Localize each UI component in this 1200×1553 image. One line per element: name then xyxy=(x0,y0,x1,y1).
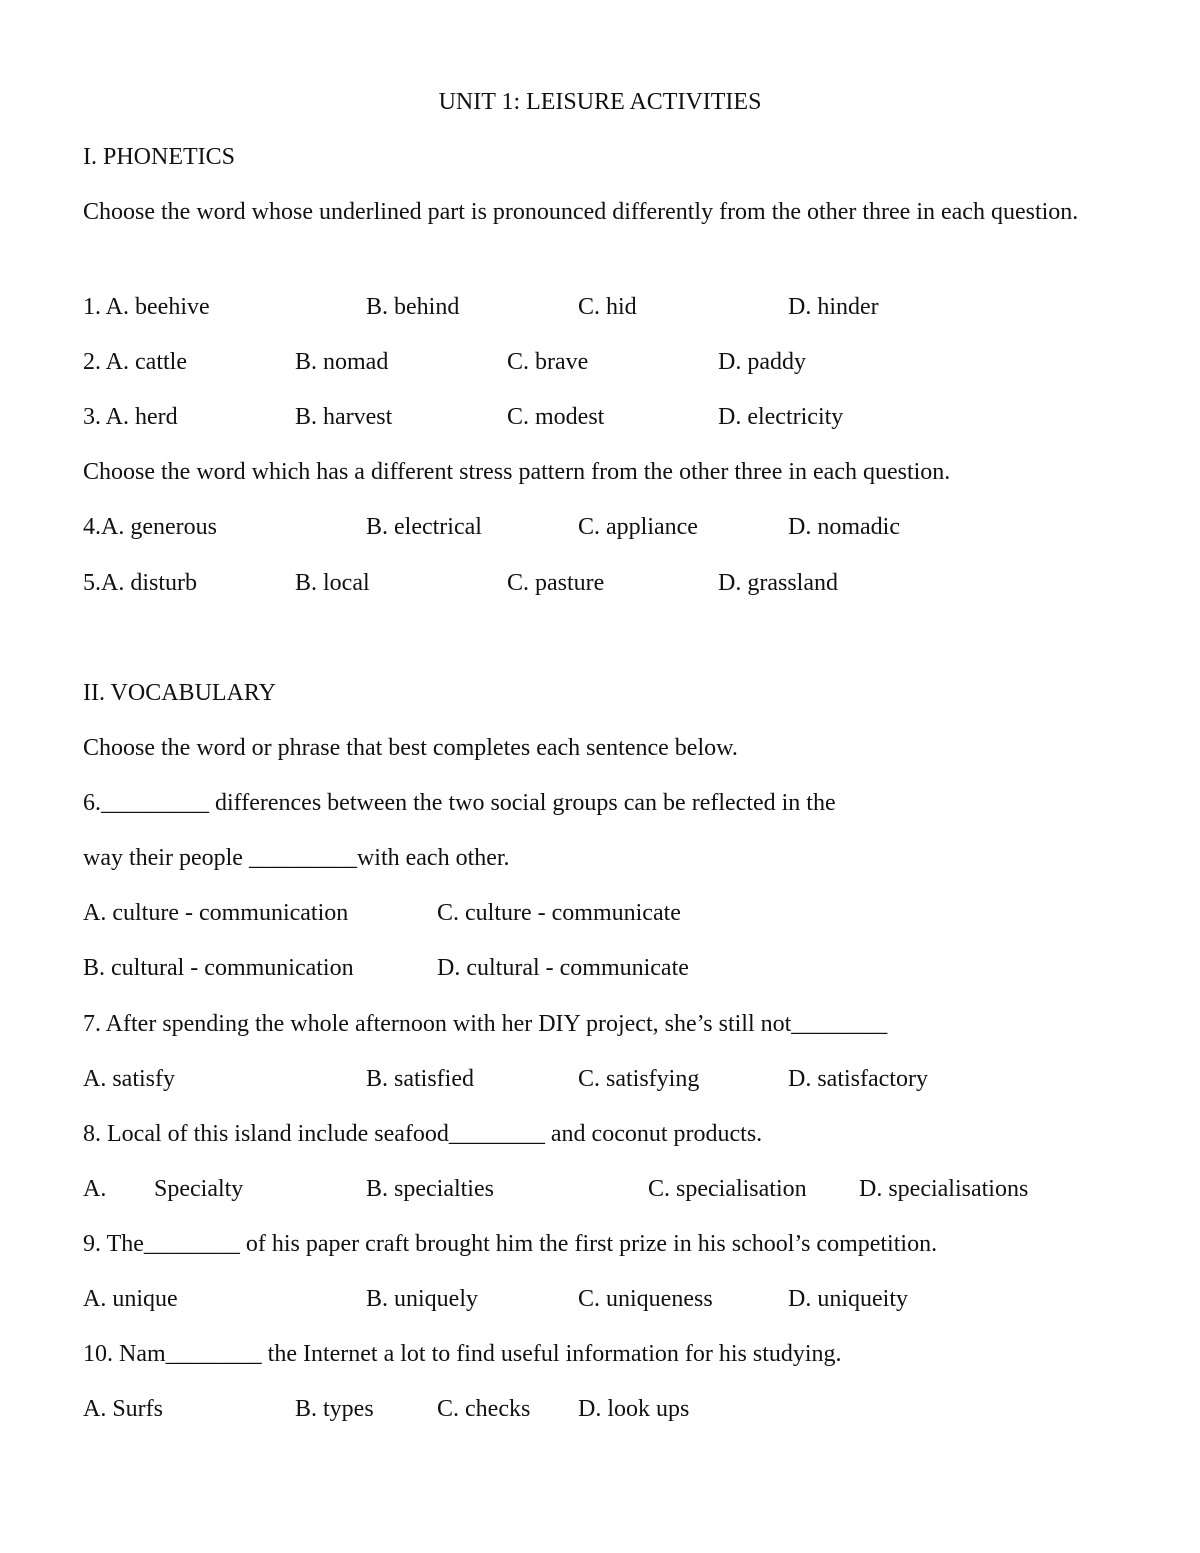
q4-option-d: D. nomadic xyxy=(788,514,900,540)
section-heading-phonetics: I. PHONETICS xyxy=(83,144,236,170)
q3-option-d: D. electricity xyxy=(718,404,844,430)
q8-stem: 8. Local of this island include seafood________ and coconut products. xyxy=(83,1121,763,1147)
q2-option-b: B. nomad xyxy=(295,349,389,375)
q5-option-c: C. pasture xyxy=(507,570,605,596)
q3-option-b: B. harvest xyxy=(295,404,393,430)
q3-option-a: 3. A. herd xyxy=(83,404,178,430)
q7-option-d: D. satisfactory xyxy=(788,1066,928,1092)
q1-option-b: B. behind xyxy=(366,294,460,320)
q10-option-d: D. look ups xyxy=(578,1396,690,1422)
instruction-stress: Choose the word which has a different stress pattern from the other three in each question. xyxy=(83,459,951,485)
instruction-vocabulary: Choose the word or phrase that best completes each sentence below. xyxy=(83,735,738,761)
q8-option-b: B. specialties xyxy=(366,1176,494,1202)
q4-option-b: B. electrical xyxy=(366,514,482,540)
q8-option-a-letter: A. xyxy=(83,1176,107,1202)
q7-option-a: A. satisfy xyxy=(83,1066,175,1092)
q5-option-b: B. local xyxy=(295,570,370,596)
q9-option-d: D. uniqueity xyxy=(788,1286,908,1312)
q10-option-b: B. types xyxy=(295,1396,374,1422)
q6-option-b: B. cultural - communication xyxy=(83,955,354,981)
q5-option-d: D. grassland xyxy=(718,570,838,596)
section-heading-vocabulary: II. VOCABULARY xyxy=(83,680,276,706)
q6-option-a: A. culture - communication xyxy=(83,900,349,926)
page-title: UNIT 1: LEISURE ACTIVITIES xyxy=(438,89,762,115)
q7-option-b: B. satisfied xyxy=(366,1066,474,1092)
q5-option-a: 5.A. disturb xyxy=(83,570,197,596)
q8-option-c: C. specialisation xyxy=(648,1176,807,1202)
q7-stem: 7. After spending the whole afternoon with her DIY project, she’s still not________ xyxy=(83,1011,888,1037)
q9-option-a: A. unique xyxy=(83,1286,178,1312)
q6-stem-line1: 6._________ differences between the two social groups can be reflected in the xyxy=(83,790,836,816)
q9-option-c: C. uniqueness xyxy=(578,1286,713,1312)
q10-option-c: C. checks xyxy=(437,1396,531,1422)
q1-option-c: C. hid xyxy=(578,294,637,320)
instruction-pronunciation: Choose the word whose underlined part is pronounced differently from the other three in each question. xyxy=(83,199,1079,225)
q3-option-c: C. modest xyxy=(507,404,605,430)
q8-option-a-word: Specialty xyxy=(154,1176,244,1202)
q9-stem: 9. The________ of his paper craft brought him the first prize in his school’s competition. xyxy=(83,1231,938,1257)
q6-option-d: D. cultural - communicate xyxy=(437,955,689,981)
q2-option-a: 2. A. cattle xyxy=(83,349,187,375)
q4-option-c: C. appliance xyxy=(578,514,698,540)
q4-option-a: 4.A. generous xyxy=(83,514,217,540)
q10-stem: 10. Nam________ the Internet a lot to find useful information for his studying. xyxy=(83,1341,842,1367)
q1-option-d: D. hinder xyxy=(788,294,879,320)
q10-option-a: A. Surfs xyxy=(83,1396,164,1422)
q2-option-d: D. paddy xyxy=(718,349,806,375)
q6-option-c: C. culture - communicate xyxy=(437,900,681,926)
q7-option-c: C. satisfying xyxy=(578,1066,700,1092)
q8-option-d: D. specialisations xyxy=(859,1176,1029,1202)
q1-option-a: 1. A. beehive xyxy=(83,294,210,320)
q9-option-b: B. uniquely xyxy=(366,1286,478,1312)
q2-option-c: C. brave xyxy=(507,349,589,375)
q6-stem-line2: way their people _________with each other. xyxy=(83,845,510,871)
